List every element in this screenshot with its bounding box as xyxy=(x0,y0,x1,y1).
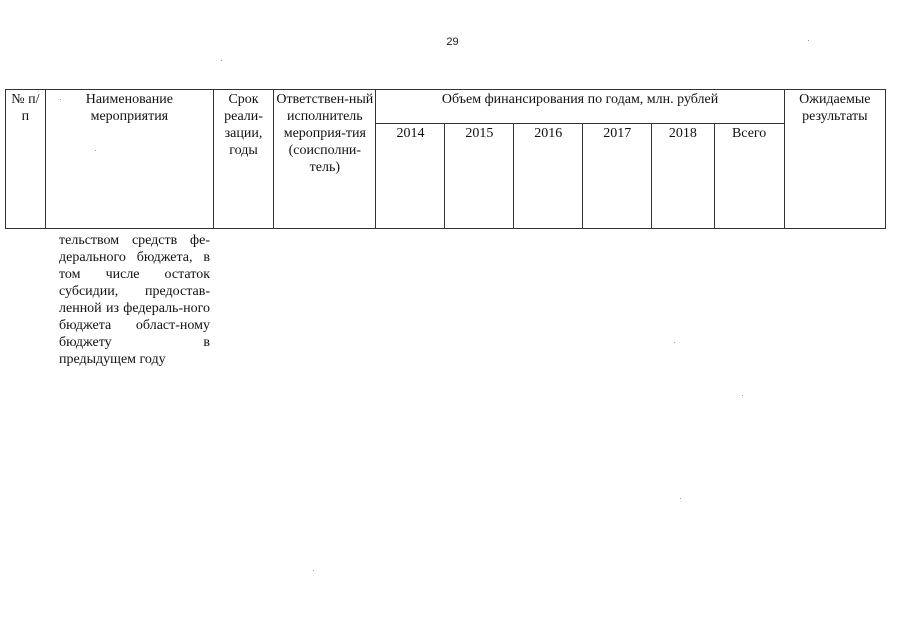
header-financing-volume: Объем финансирования по годам, млн. рублей xyxy=(376,90,784,124)
scan-speck xyxy=(674,342,675,343)
continued-text-last-line: предыдущем году xyxy=(59,352,166,367)
header-total: Всего xyxy=(714,124,784,229)
scan-speck xyxy=(60,99,61,100)
header-number: № п/п xyxy=(6,90,46,229)
header-responsible-executor: Ответствен-ный исполнитель мероприя-тия (соисполни-тель) xyxy=(274,90,376,229)
header-year-2018: 2018 xyxy=(652,124,714,229)
header-year-2014: 2014 xyxy=(376,124,445,229)
continued-text-body: тельством средств фе-дерального бюджета, в том числе остаток субсидии, предостав-ленной из федераль-ного бюджета област-ному бюджету в xyxy=(59,233,210,350)
scan-speck xyxy=(808,40,809,41)
header-year-2017: 2017 xyxy=(583,124,652,229)
header-expected-results: Ожидаемые результаты xyxy=(784,90,885,229)
financing-table-header xyxy=(5,89,886,229)
scan-speck xyxy=(95,150,96,151)
scan-speck xyxy=(680,498,681,499)
header-year-2015: 2015 xyxy=(445,124,514,229)
header-year-2016: 2016 xyxy=(514,124,583,229)
scan-speck xyxy=(313,570,314,571)
scan-speck xyxy=(742,395,743,396)
scan-speck xyxy=(221,60,222,61)
header-implementation-term: Срок реали-зации, годы xyxy=(213,90,273,229)
continued-activity-text xyxy=(59,232,210,368)
header-activity-name: Наименование мероприятия xyxy=(45,90,213,229)
page-number: 29 xyxy=(446,36,459,48)
